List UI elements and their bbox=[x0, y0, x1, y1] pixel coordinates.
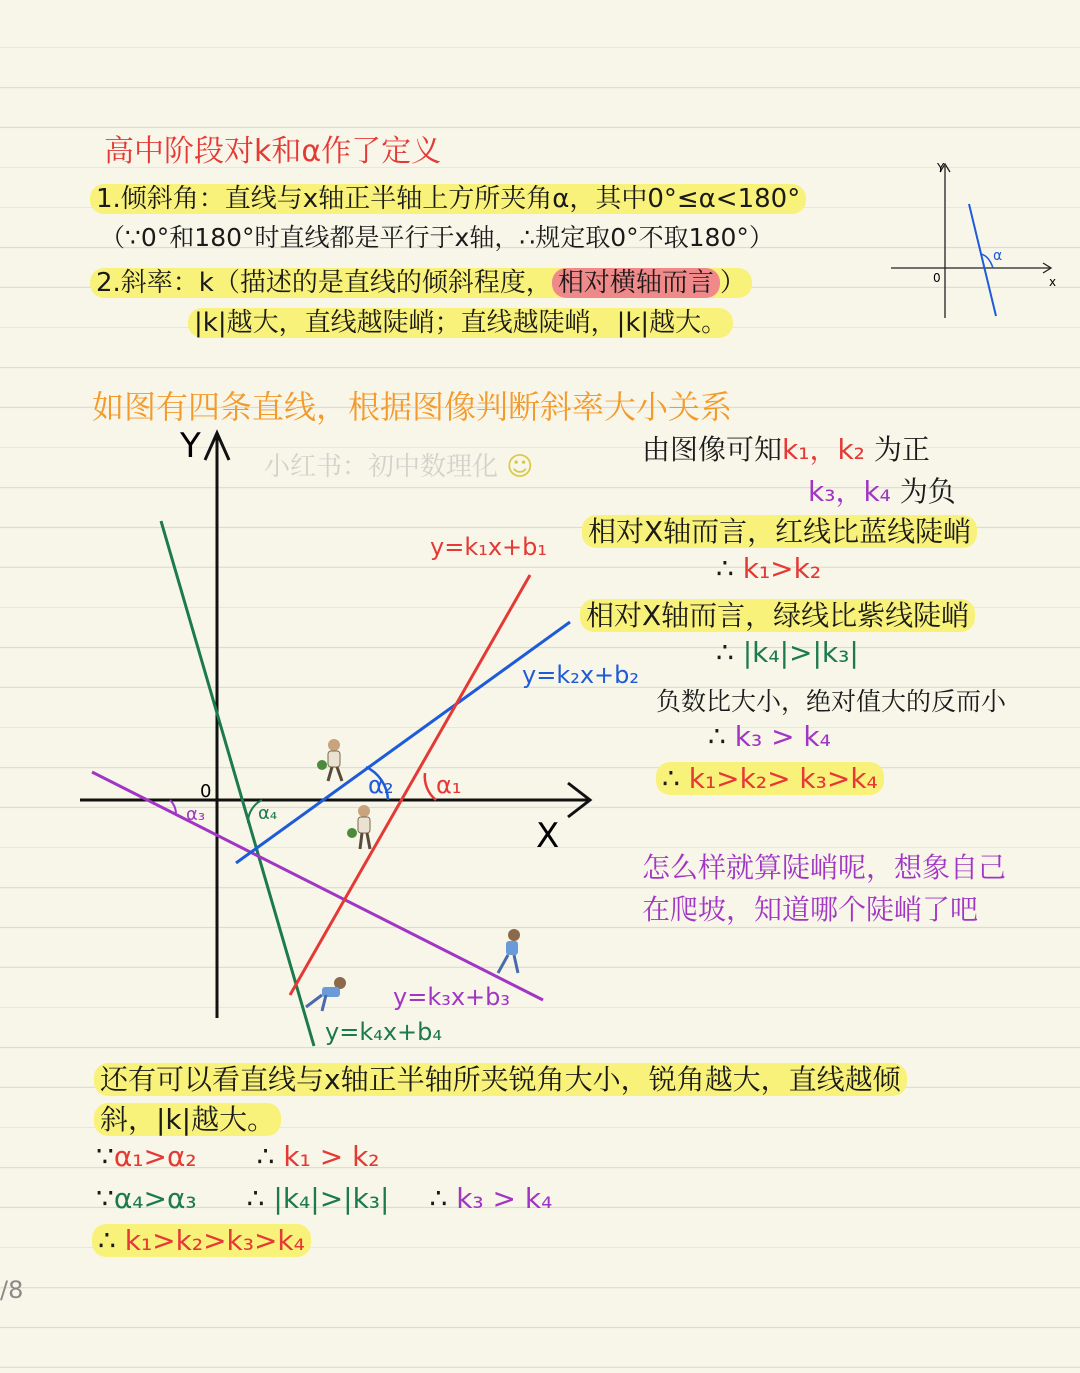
def2-line2: |k|越大，直线越陡峭；直线越陡峭，|k|越大。 bbox=[188, 302, 733, 339]
right-row-4: ∴ k₁>k₂ bbox=[716, 552, 822, 585]
smiley-icon: ☺ bbox=[506, 452, 534, 482]
line2-label: y=k₂x+b₂ bbox=[522, 661, 639, 689]
right-row-3: 相对X轴而言，红线比蓝线陡峭 bbox=[582, 510, 977, 550]
climber-figure-2 bbox=[347, 805, 370, 849]
bottom-row-3: ∴ k₁>k₂>k₃>k₄ bbox=[92, 1224, 311, 1257]
origin-label: 0 bbox=[200, 781, 212, 802]
right-row-2: k₃，k₄ 为负 bbox=[808, 475, 956, 508]
line4-label: y=k₄x+b₄ bbox=[325, 1018, 442, 1046]
bottom-row-2: ∵α₄>α₃ ∴ |k₄|>|k₃| ∴ k₃ > k₄ bbox=[96, 1182, 553, 1215]
page-indicator: /8 bbox=[0, 1276, 24, 1304]
line3-label: y=k₃x+b₃ bbox=[393, 983, 510, 1011]
alpha4-label: α₄ bbox=[258, 803, 278, 824]
small-origin-label: 0 bbox=[933, 271, 941, 285]
alpha3-label: α₃ bbox=[186, 804, 206, 825]
purple-note-line2: 在爬坡，知道哪个陡峭了吧 bbox=[642, 893, 979, 926]
climber-figure-1 bbox=[317, 739, 342, 781]
line1-label: y=k₁x+b₁ bbox=[430, 533, 547, 561]
bottom-row-1: ∵α₁>α₂ ∴ k₁ > k₂ bbox=[96, 1140, 380, 1173]
alpha1-label: α₁ bbox=[436, 771, 462, 799]
purple-note-line1: 怎么样就算陡峭呢，想象自己 bbox=[642, 851, 1007, 884]
page-title: 高中阶段对k和α作了定义 bbox=[104, 134, 442, 169]
def1-line2: （∵0°和180°时直线都是平行于x轴，∴规定取0°不取180°） bbox=[100, 223, 774, 252]
right-row-1: 由图像可知k₁，k₂ 为正 bbox=[642, 433, 930, 466]
section-title: 如图有四条直线，根据图像判断斜率大小关系 bbox=[92, 388, 733, 426]
bottom-line2: 斜，|k|越大。 bbox=[94, 1098, 281, 1138]
bottom-line1: 还有可以看直线与x轴正半轴所夹锐角大小，锐角越大，直线越倾 bbox=[94, 1058, 907, 1098]
inclination-diagram bbox=[885, 158, 1065, 328]
highlight-horizontal-axis: 相对横轴而言 bbox=[552, 268, 720, 298]
lines-graph bbox=[0, 415, 640, 1055]
right-row-7: 负数比大小，绝对值大的反而小 bbox=[656, 687, 1007, 716]
small-alpha-label: α bbox=[993, 248, 1003, 264]
def2-line1: 2.斜率：k（描述的是直线的倾斜程度， 相对横轴而言 ） bbox=[90, 262, 752, 299]
small-x-label: x bbox=[1049, 275, 1057, 289]
right-row-6: ∴ |k₄|>|k₃| bbox=[716, 636, 859, 669]
right-row-5: 相对X轴而言，绿线比紫线陡峭 bbox=[580, 594, 975, 634]
right-row-9: ∴ k₁>k₂> k₃>k₄ bbox=[656, 762, 884, 795]
watermark: 小红书：初中数理化 ☺ bbox=[264, 452, 534, 482]
alpha2-label: α₂ bbox=[368, 771, 394, 799]
small-y-label: Y bbox=[937, 161, 945, 175]
right-row-8: ∴ k₃ > k₄ bbox=[708, 720, 831, 753]
climber-figure-3 bbox=[498, 929, 520, 973]
x-axis-label: X bbox=[536, 816, 560, 856]
y-axis-label: Y bbox=[180, 426, 201, 466]
def1-line1: 1.倾斜角：直线与x轴正半轴上方所夹角α，其中0°≤α<180° bbox=[90, 178, 806, 215]
climber-figure-4 bbox=[306, 977, 346, 1011]
